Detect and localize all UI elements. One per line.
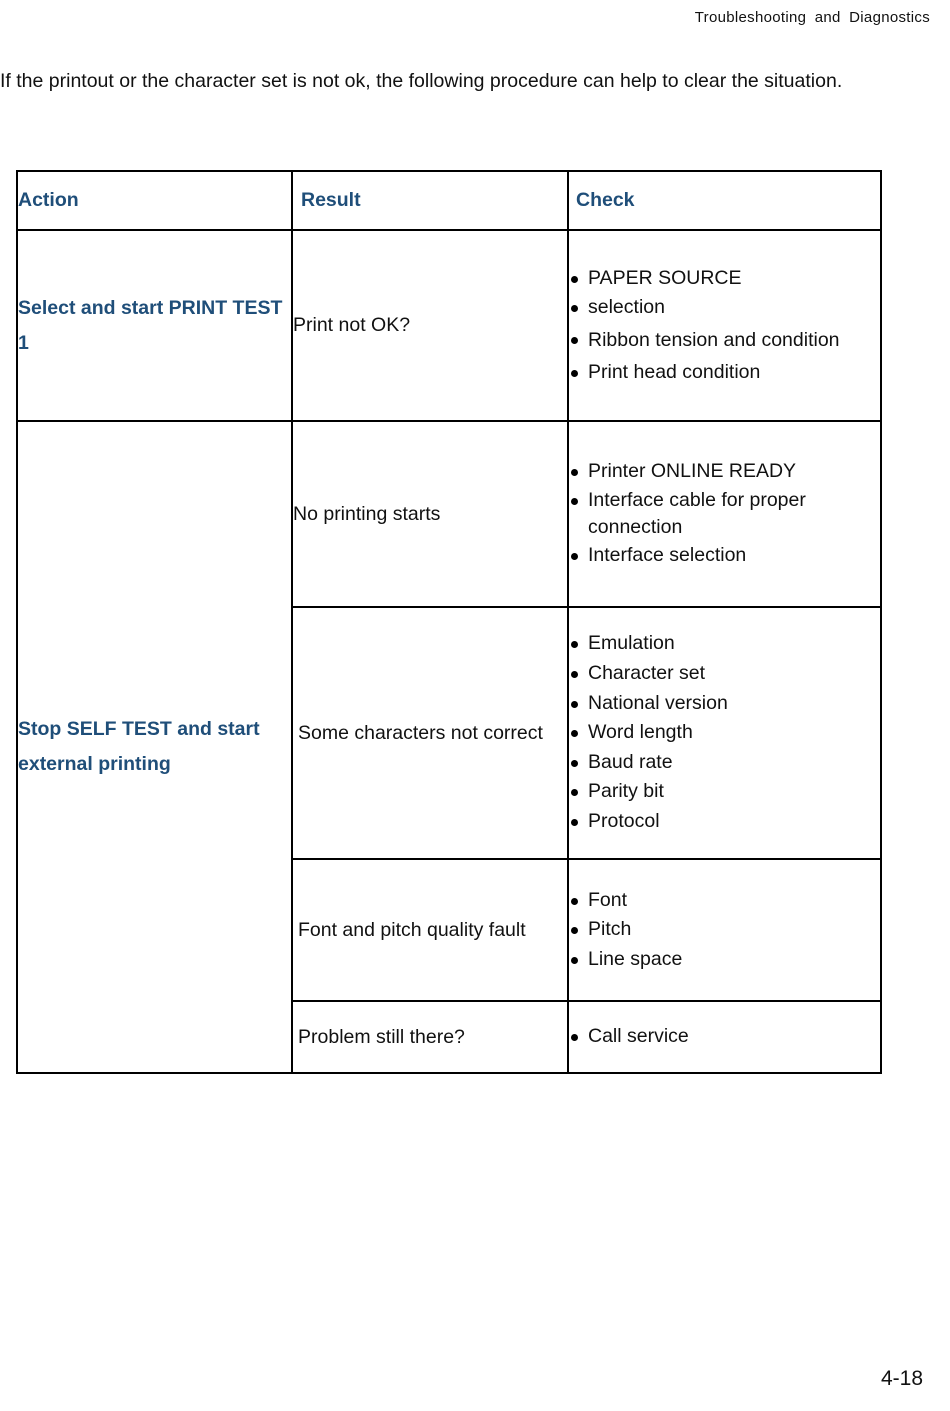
check-item: Font <box>569 886 880 916</box>
page-number: 4-18 <box>880 1367 923 1390</box>
running-header: Troubleshooting and Diagnostics <box>694 9 930 26</box>
action-cell: Select and start PRINT TEST 1 <box>17 230 292 421</box>
check-list <box>569 629 880 836</box>
column-header-result: Result <box>292 171 568 230</box>
column-header-check: Check <box>568 171 881 230</box>
troubleshooting-table <box>16 170 882 1074</box>
table-row <box>17 230 881 421</box>
result-cell: No printing starts <box>292 421 568 607</box>
check-item: Interface cable for proper connection <box>569 487 880 541</box>
check-list <box>569 886 880 975</box>
check-cell <box>568 421 881 607</box>
check-item: Pitch <box>569 915 880 945</box>
check-item: Interface selection <box>569 541 880 571</box>
table-header-row <box>17 171 881 230</box>
check-item: Baud rate <box>569 748 880 778</box>
check-item: Ribbon tension and condition <box>569 323 880 358</box>
check-item: Printer ONLINE READY <box>569 457 880 487</box>
check-list <box>569 1022 880 1052</box>
check-item: National version <box>569 689 880 719</box>
check-list <box>569 457 880 570</box>
check-cell <box>568 230 881 421</box>
check-item: Line space <box>569 945 880 975</box>
check-item: PAPER SOURCE <box>569 264 880 294</box>
check-item: Emulation <box>569 629 880 659</box>
check-cell <box>568 607 881 859</box>
check-list <box>569 264 880 388</box>
check-item: Character set <box>569 659 880 689</box>
check-item: Parity bit <box>569 777 880 807</box>
result-cell: Print not OK? <box>292 230 568 421</box>
check-item: selection <box>569 293 880 323</box>
action-cell: Stop SELF TEST and start external printing <box>17 421 292 1073</box>
check-item: Call service <box>569 1022 880 1052</box>
check-item: Word length <box>569 718 880 748</box>
intro-paragraph: If the printout or the character set is not ok, the following procedure can help to clear the situation. <box>0 70 843 92</box>
result-cell: Font and pitch quality fault <box>292 859 568 1001</box>
column-header-action: Action <box>17 171 292 230</box>
check-cell <box>568 1001 881 1073</box>
result-cell: Problem still there? <box>292 1001 568 1073</box>
table-row <box>17 421 881 607</box>
check-item: Print head condition <box>569 358 880 388</box>
result-cell: Some characters not correct <box>292 607 568 859</box>
check-item: Protocol <box>569 807 880 837</box>
check-cell <box>568 859 881 1001</box>
